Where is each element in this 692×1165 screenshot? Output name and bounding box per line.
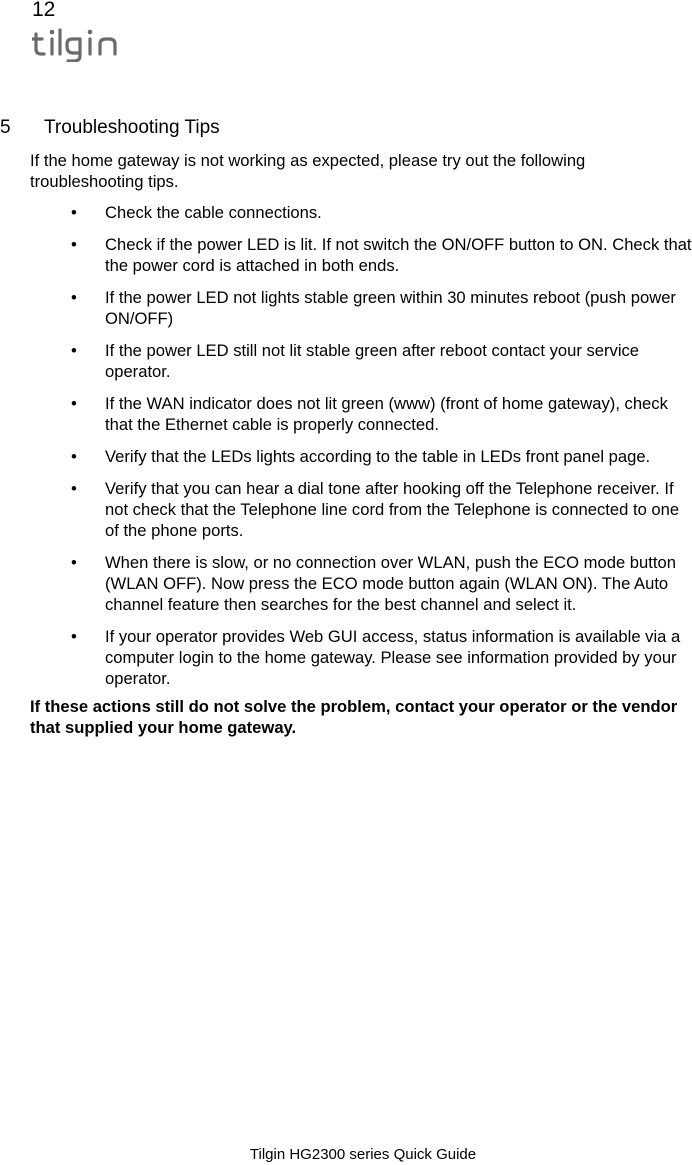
list-item <box>30 626 692 689</box>
bullet-icon: • <box>71 553 77 572</box>
bullet-icon: • <box>71 479 77 498</box>
tip-text: Verify that the LEDs lights according to the table in LEDs front panel page. <box>105 447 651 466</box>
bullet-icon: • <box>71 627 77 646</box>
bullet-icon: • <box>71 288 77 307</box>
bullet-icon: • <box>71 235 77 254</box>
list-item <box>30 552 692 615</box>
list-item <box>30 202 692 223</box>
section-heading <box>0 116 220 140</box>
section-title: Troubleshooting Tips <box>44 117 220 138</box>
section-number: 5 <box>0 117 11 138</box>
list-item <box>30 234 692 276</box>
tip-text: If the WAN indicator does not lit green (www) (front of home gateway), check that the Ethernet cable is properly connected. <box>105 394 668 434</box>
document-body <box>30 150 692 738</box>
bullet-icon: • <box>71 394 77 413</box>
list-item <box>30 287 692 329</box>
bullet-icon: • <box>71 203 77 222</box>
intro-paragraph: If the home gateway is not working as expected, please try out the following troubleshooting tips. <box>30 151 586 191</box>
page-footer: Tilgin HG2300 series Quick Guide <box>249 1146 477 1163</box>
tip-text: Verify that you can hear a dial tone after hooking off the Telephone receiver. If not check that the Telephone line cord from the Telephone is connected to one of the phone ports. <box>105 479 680 540</box>
tip-text: When there is slow, or no connection over WLAN, push the ECO mode button (WLAN OFF). Now press the ECO mode button again (WLAN ON). The Auto channel feature then searches for the best channel and select it. <box>105 553 676 614</box>
tip-text: If the power LED still not lit stable green after reboot contact your service operator. <box>105 341 640 381</box>
page-number: 12 <box>32 0 56 21</box>
list-item <box>30 446 692 467</box>
bullet-icon: • <box>71 447 77 466</box>
troubleshooting-tips-list <box>30 202 692 689</box>
tip-text: If the power LED not lights stable green within 30 minutes reboot (push power ON/OFF) <box>105 288 676 328</box>
tilgin-logo <box>32 24 142 62</box>
closing-note: If these actions still do not solve the problem, contact your operator or the vendor that supplied your home gateway. <box>30 697 678 737</box>
tip-text: Check if the power LED is lit. If not switch the ON/OFF button to ON. Check that the power cord is attached in both ends. <box>105 235 692 275</box>
list-item <box>30 478 692 541</box>
tip-text: If your operator provides Web GUI access, status information is available via a computer login to the home gateway. Please see information provided by your operator. <box>105 627 681 688</box>
tip-text: Check the cable connections. <box>105 203 322 222</box>
bullet-icon: • <box>71 341 77 360</box>
list-item <box>30 340 692 382</box>
list-item <box>30 393 692 435</box>
